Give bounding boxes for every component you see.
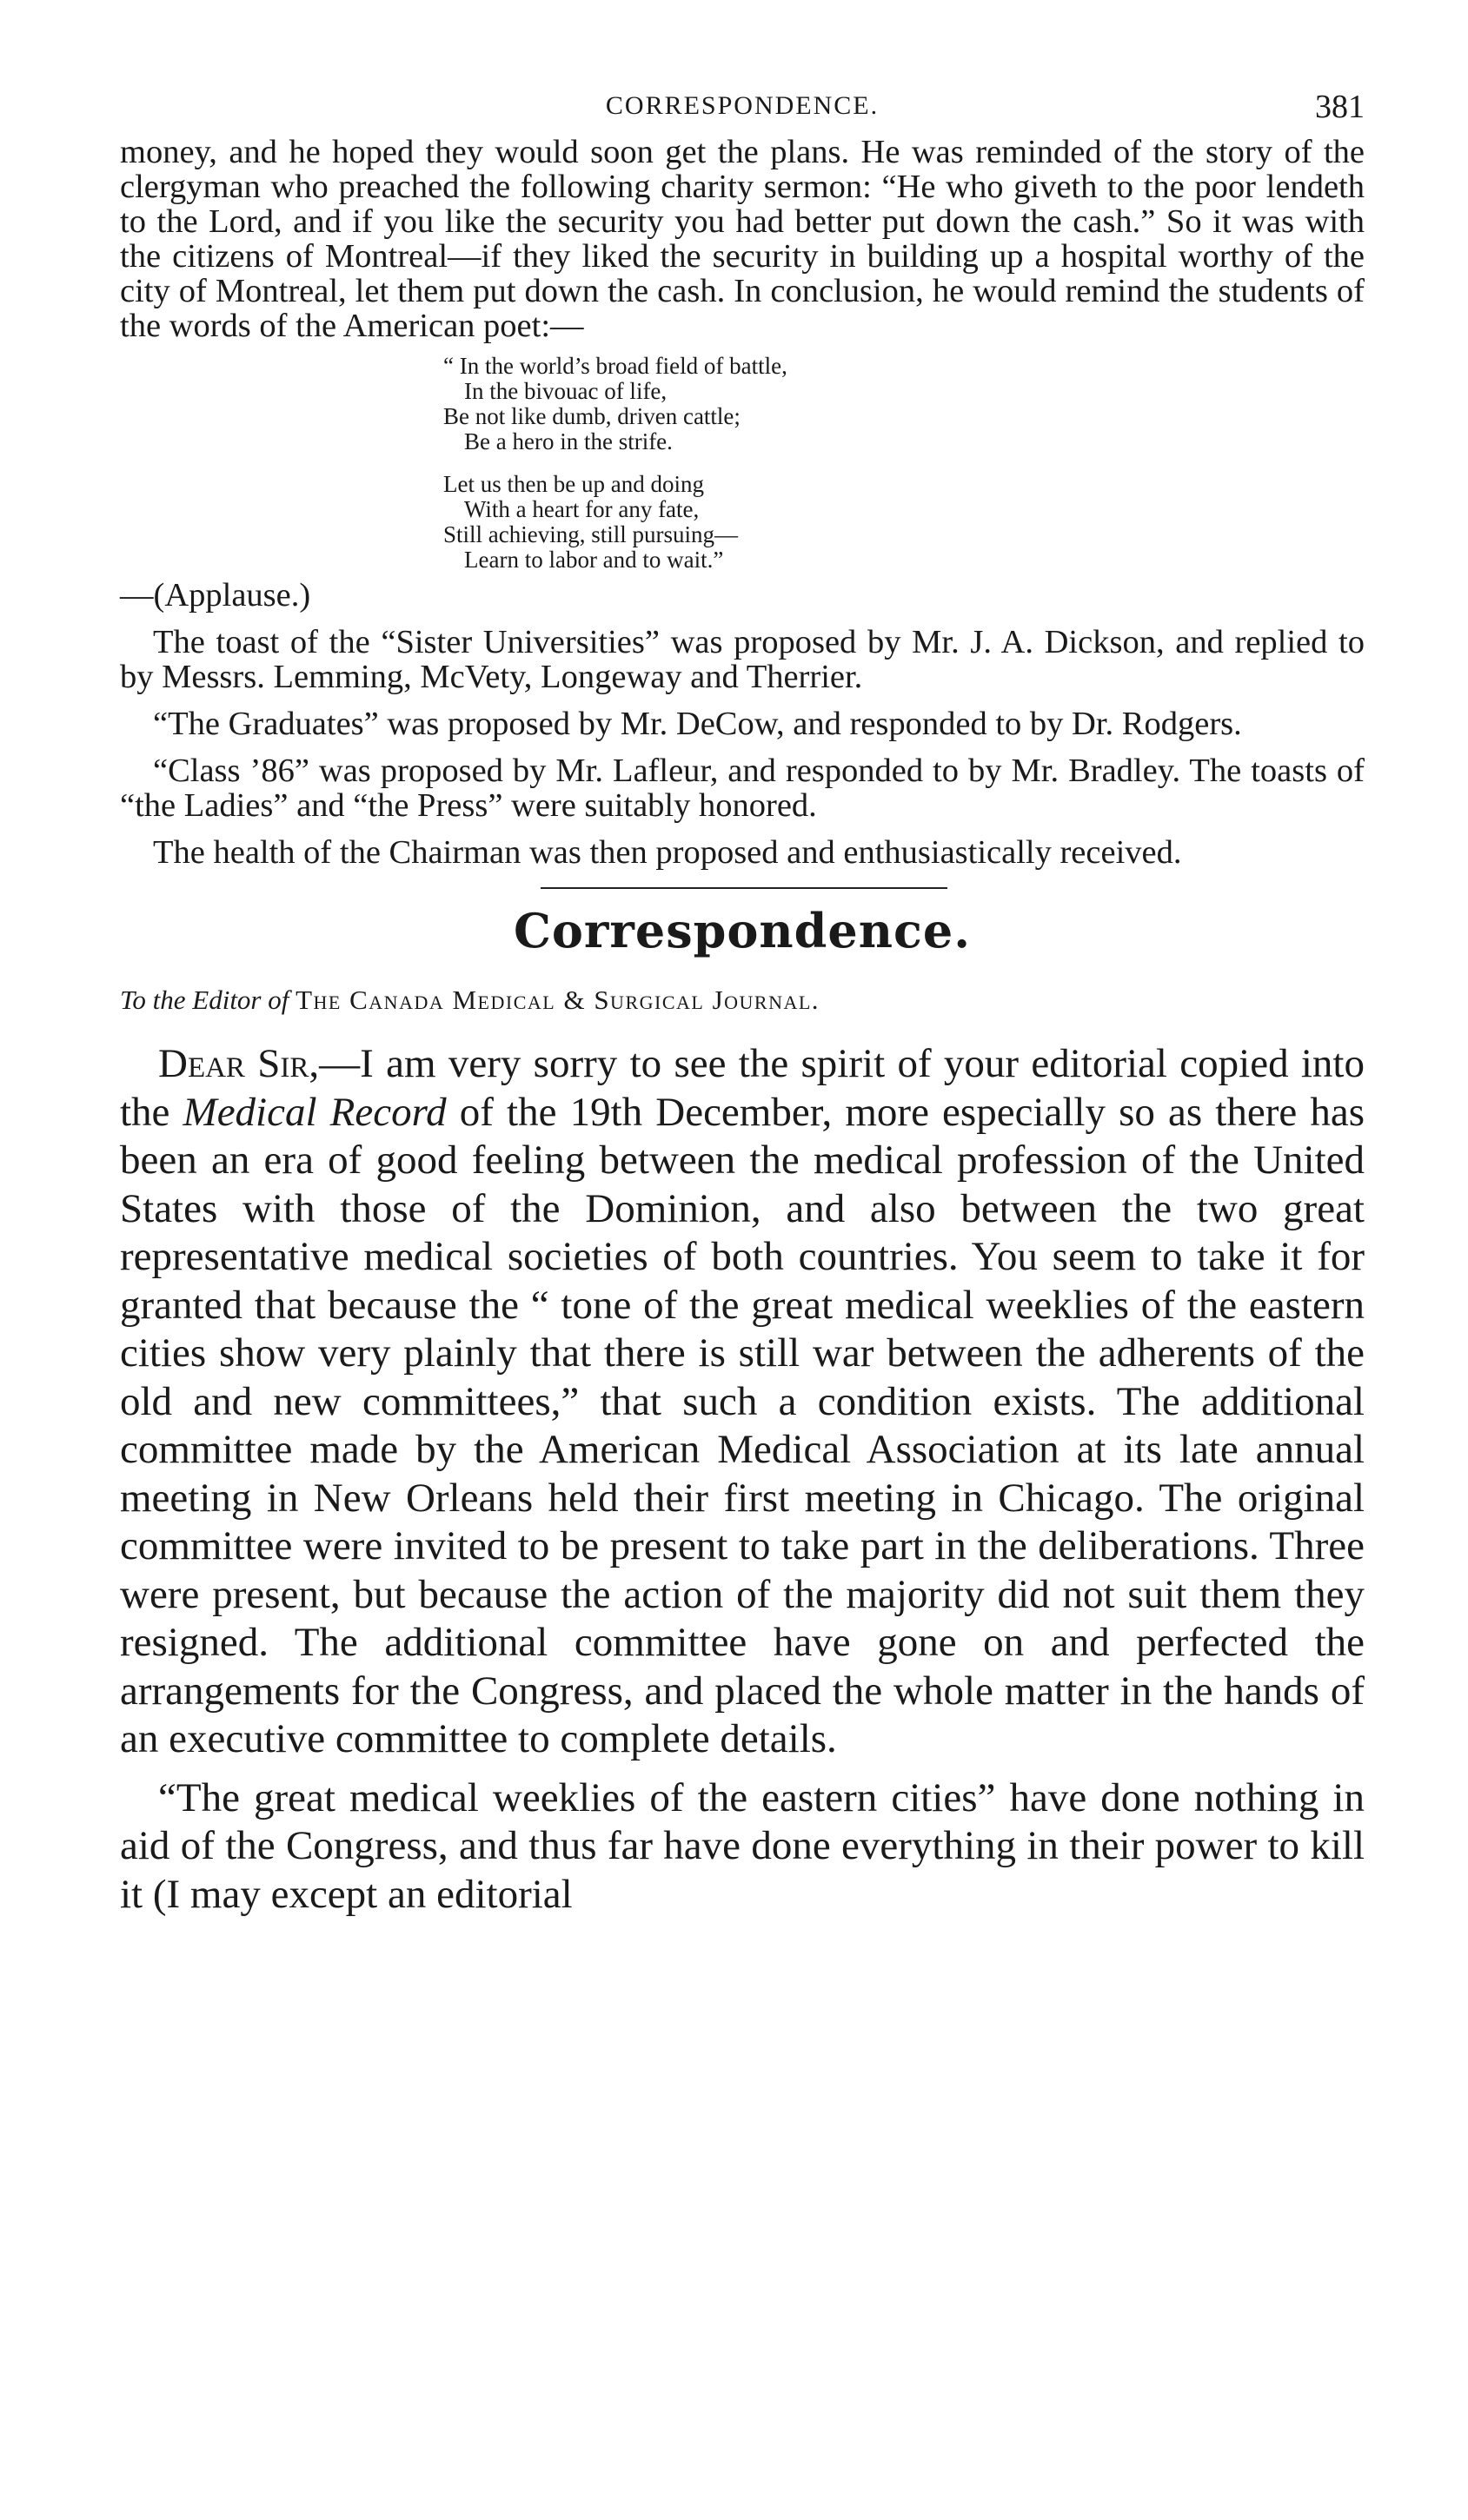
poem-line: Be a hero in the strife.: [464, 428, 673, 454]
poem-line: Still achieving, still pursuing—: [443, 521, 738, 547]
poem-line: Learn to labor and to wait.”: [464, 547, 724, 573]
section-divider: [541, 887, 947, 889]
poem-line: Let us then be up and doing: [443, 471, 704, 497]
addressee-journal: The Canada Medical & Surgical Journal.: [296, 985, 820, 1015]
toast-paragraph: “The Graduates” was proposed by Mr. DeCow, and responded to by Dr. Rodgers.: [153, 706, 1242, 742]
section-heading: Correspondence.: [513, 903, 972, 958]
letter-text: —I am very sorry to see the spirit of your editorial copied into the: [120, 1041, 1365, 1135]
addressee-prefix: To the Editor of: [120, 985, 289, 1015]
letter-text: of the 19th December, more especially so as there has been an era of good feeling between the medical profession of the United States with those of the Dominion, and also between the two great representative medical societies of both countries. You seem to take it for granted that because the “ tone of the great medical weeklies of the eastern cities show very plainly that there is still war between the adherents of the old and new committees,” that such a condition exists. The additional committee made by the American Medical Association at its late annual meeting in New Orleans held their first meeting in Chicago. The original committee were invited to be present to take part in the deliberations. Three were present, but because the action of the majority did not suit them they resigned. The additional committee have gone on and perfected the arrangements for the Congress, and placed the whole matter in the hands of an executive committee to complete details.: [120, 1089, 1365, 1761]
letter-paragraph: “The great medical weeklies of the eastern cities” have done nothing in aid of the Congress, and thus far have done everything in their power to kill it (I may except an editorial: [120, 1774, 1365, 1917]
page-number: 381: [1315, 89, 1365, 125]
applause-note: —(Applause.): [120, 577, 311, 613]
poem: [443, 354, 1365, 573]
poem-line: Be not like dumb, driven cattle;: [443, 403, 741, 429]
journal-page: [120, 83, 1365, 1919]
letter-body: [120, 1040, 1365, 1919]
poem-line: In the bivouac of life,: [464, 378, 668, 404]
letter-addressee: [120, 985, 1365, 1016]
opening-paragraph: money, and he hoped they would soon get the plans. He was reminded of the story of the clergyman who preached the following charity sermon: “He who giveth to the poor lendeth to the Lord, and if you like the security you had better put down the cash.” So it was with the citizens of Montreal—if they liked the security in building up a hospital worthy of the city of Montreal, let them put down the cash. In conclusion, he would remind the students of the words of the American poet:—: [120, 134, 1365, 344]
letter-salutation: Dear Sir,: [158, 1041, 320, 1086]
toast-paragraph: The toast of the “Sister Universities” was proposed by Mr. J. A. Dickson, and replied to by Messrs. Lemming, McVety, Longeway and Therrier.: [120, 624, 1365, 695]
running-title: CORRESPONDENCE.: [605, 91, 880, 120]
toast-paragraph: “Class ’86” was proposed by Mr. Lafleur, and responded to by Mr. Bradley. The toasts of “the Ladies” and “the Press” were suitably honored.: [120, 753, 1365, 824]
letter-paragraph: [120, 1040, 1365, 1764]
banquet-report: [120, 135, 1365, 870]
poem-line: “ In the world’s broad field of battle,: [443, 353, 787, 379]
poem-line: With a heart for any fate,: [464, 496, 700, 522]
letter-journal-title: Medical Record: [183, 1089, 447, 1135]
poem-stanza: [443, 472, 1365, 573]
poem-stanza: [443, 354, 1365, 454]
running-head: [120, 83, 1365, 135]
toast-paragraph: The health of the Chairman was then proposed and enthusiastically received.: [153, 834, 1182, 871]
